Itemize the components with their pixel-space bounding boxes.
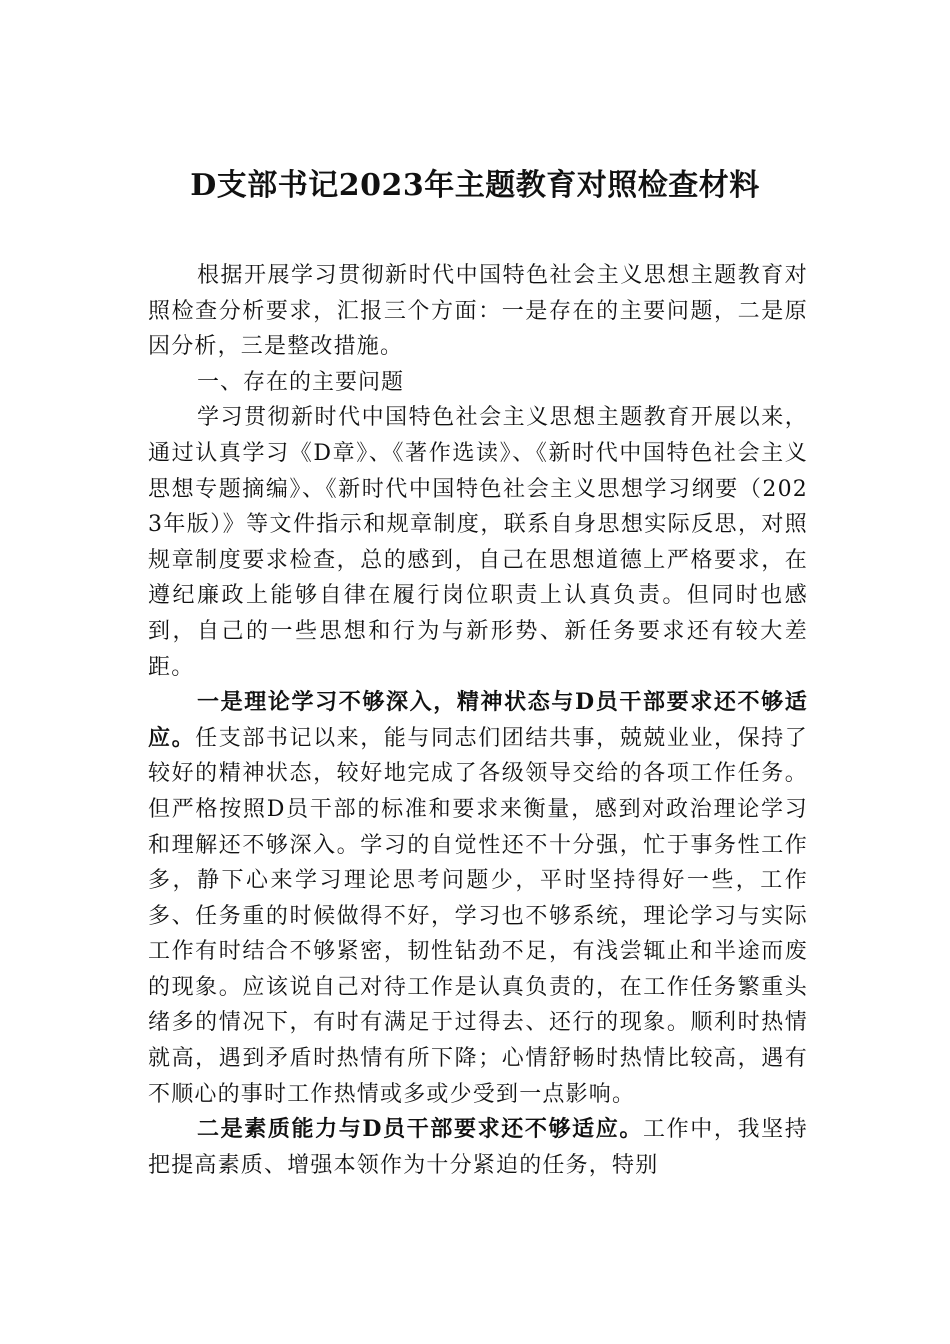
overview-paragraph: 学习贯彻新时代中国特色社会主义思想主题教育开展以来，通过认真学习《D章》、《著作选读》、《新时代中国特色社会主义思想专题摘编》、《新时代中国特色社会主义思想学习纲要（2023年版）》等文件指示和规章制度，联系自身思想实际反思，对照规章制度要求检查，总的感到，自己在思想道德上严格要求，在遵纪廉政上能够自律在履行岗位职责上认真负责。但同时也感到，自己的一些思想和行为与新形势、新任务要求还有较大差距。 [148, 405, 808, 680]
intro-paragraph: 根据开展学习贯彻新时代中国特色社会主义思想主题教育对照检查分析要求，汇报三个方面：一是存在的主要问题，二是原因分析，三是整改措施。 [148, 263, 808, 360]
section-heading: 一、存在的主要问题 [197, 369, 405, 395]
point-one-lead: 一是理论学习不够深入，精神状态与D员干部要求还不够适应。 [148, 689, 808, 751]
point-two-text: 工作中，我坚持把提高素质、增强本领作为十分紧迫的任务，特别 [148, 1117, 808, 1178]
document-title: D支部书记2023年主题教育对照检查材料 [190, 168, 760, 203]
point-one-paragraph [148, 685, 808, 1112]
point-one-text: 任支部书记以来，能与同志们团结共事，兢兢业业，保持了较好的精神状态，较好地完成了各级领导交给的各项工作任务。但严格按照D员干部的标准和要求来衡量，感到对政治理论学习和理解还不够深入。学习的自觉性还不十分强，忙于事务性工作多，静下心来学习理论思考问题少，平时坚持得好一些，工作多、任务重的时候做得不好，学习也不够系统，理论学习与实际工作有时结合不够紧密，韧性钻劲不足，有浅尝辄止和半途而废的现象。应该说自己对待工作是认真负责的，在工作任务繁重头绪多的情况下，有时有满足于过得去、还行的现象。顺利时热情就高，遇到矛盾时热情有所下降；心情舒畅时热情比较高，遇有不顺心的事时工作热情或多或少受到一点影响。 [148, 725, 808, 1107]
document-body [148, 258, 808, 1183]
point-two-paragraph [148, 1112, 808, 1183]
point-two-lead: 二是素质能力与D员干部要求还不够适应。 [197, 1116, 644, 1143]
